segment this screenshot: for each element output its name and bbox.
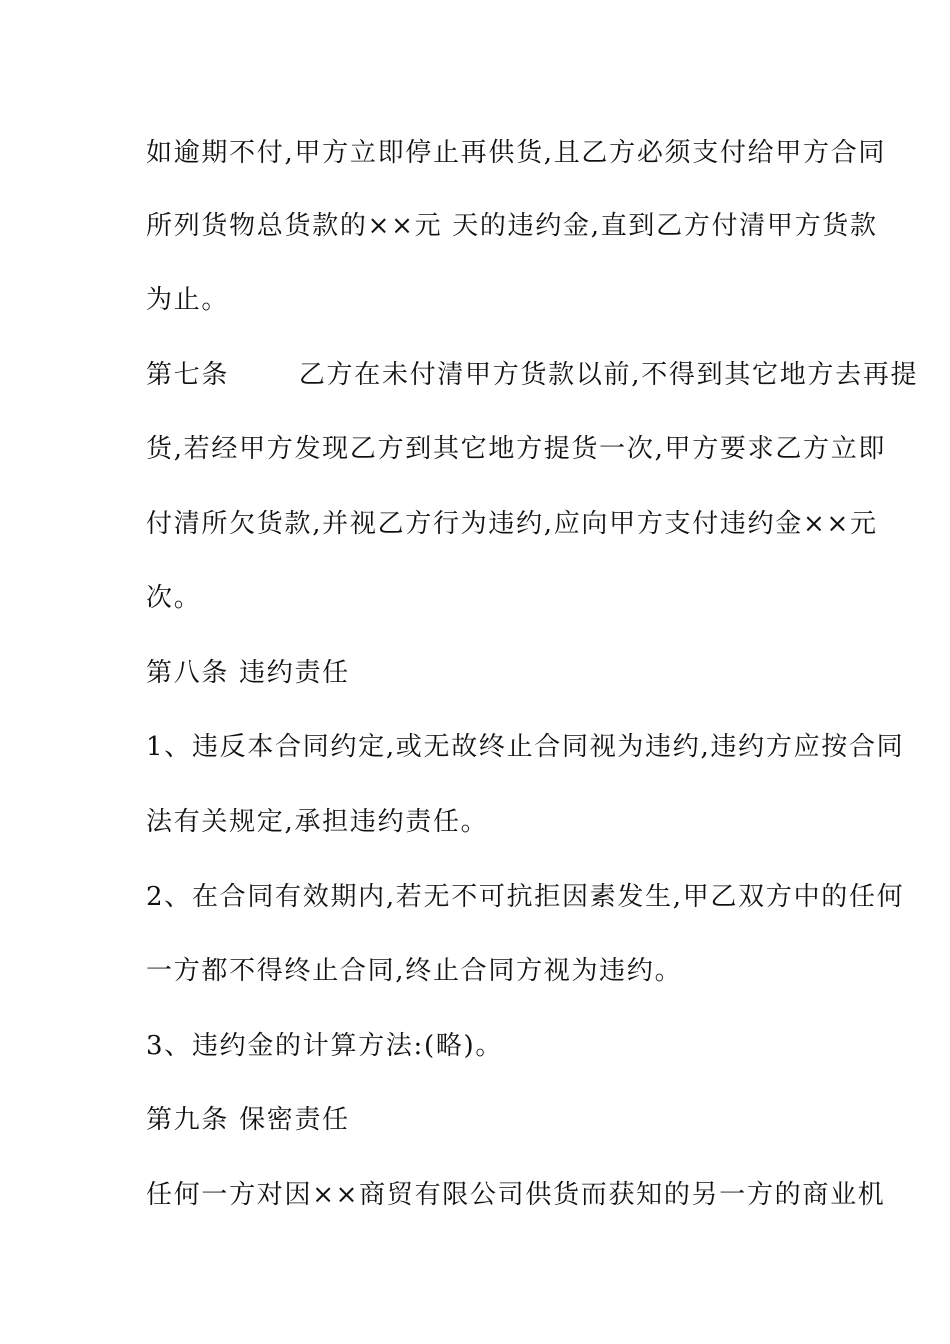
article-8-heading: 第八条 违约责任 <box>146 658 350 688</box>
clause-2-line-2: 一方都不得终止合同,终止合同方视为违约。 <box>146 956 683 986</box>
paragraph-line-1: 如逾期不付,甲方立即停止再供货,且乙方必须支付给甲方合同 <box>146 138 887 168</box>
article-7-line-4: 次。 <box>146 583 202 613</box>
clause-3-line: 3、违约金的计算方法:(略)。 <box>146 1031 504 1061</box>
article-7-line-2: 货,若经甲方发现乙方到其它地方提货一次,甲方要求乙方立即 <box>146 434 887 464</box>
clause-2-line-1: 2、在合同有效期内,若无不可抗拒因素发生,甲乙双方中的任何 <box>146 882 905 912</box>
article-7-line-3: 付清所欠货款,并视乙方行为违约,应向甲方支付违约金××元 <box>146 509 878 539</box>
paragraph-line-2: 所列货物总货款的××元 天的违约金,直到乙方付清甲方货款 <box>146 211 878 241</box>
article-9-heading: 第九条 保密责任 <box>146 1105 350 1135</box>
paragraph-line-3: 为止。 <box>146 285 230 315</box>
article-9-line-1: 任何一方对因××商贸有限公司供货而获知的另一方的商业机 <box>146 1180 886 1210</box>
clause-1-line-1: 1、违反本合同约定,或无故终止合同视为违约,违约方应按合同 <box>146 732 905 762</box>
clause-1-line-2: 法有关规定,承担违约责任。 <box>146 807 489 837</box>
article-7-line-1: 第七条 乙方在未付清甲方货款以前,不得到其它地方去再提 <box>146 360 919 390</box>
